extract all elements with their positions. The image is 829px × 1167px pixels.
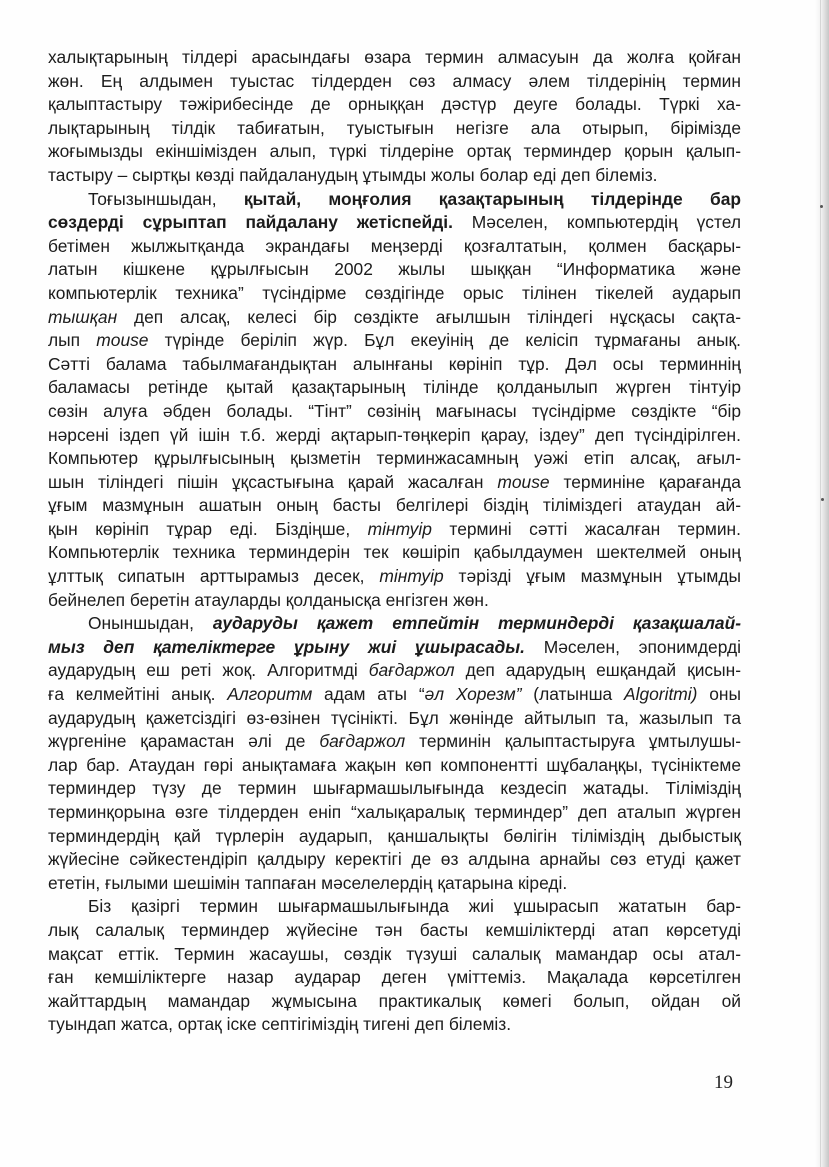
- text-run: Тоғызыншыдан,: [88, 188, 244, 209]
- italic-text: тышқан: [48, 306, 118, 327]
- text-line: жоғымызды екіншімізден алып, түркі тілдеріне ортақ терминдер қорын қалып-: [48, 141, 741, 162]
- text-line: [48, 306, 741, 330]
- text-line: [48, 683, 741, 707]
- page-edge-shadow: [815, 0, 829, 1167]
- text-run: ұлттық сипатын арттырамыз десек,: [48, 566, 380, 587]
- scan-speck: [821, 498, 824, 501]
- text-run: түрінде беріліп жүр. Бұл екеуінің де келісіп тұрмағаны анық.: [148, 330, 741, 351]
- text-line: ұғым мазмұнын ашатын оның басты белгілері біздің тіліміздегі атаудан ай-: [48, 495, 741, 516]
- text-line: Біз қазіргі термин шығармашылығында жиі ұшырасып жататын бар-: [88, 896, 741, 917]
- text-line: лық салалық терминдер жүйесіне тән басты кемшіліктерді атап көрсетуді: [48, 919, 741, 940]
- text-run: деп адарудың ешқандай қисын-: [454, 660, 741, 681]
- text-line: тастыру – сыртқы көзді пайдаланудың ұтымды жолы болар еді деп білеміз.: [48, 164, 658, 185]
- text-run: Оныншыдан,: [88, 613, 213, 634]
- italic-text: Algoritmi): [624, 684, 698, 705]
- text-run: жүргеніне қарамастан әлі де: [48, 731, 320, 752]
- text-run: (латынша: [521, 684, 624, 705]
- text-line: қалыптастыру тәжірибесінде де орныққан дәстүр деуге болады. Түркі ха-: [48, 94, 741, 115]
- bold-text: сөздерді сұрыптап пайдалану жетіспейді.: [48, 212, 453, 233]
- text-line: мақсат еттік. Термин жасаушы, сөздік түзуші салалық мамандар осы атал-: [48, 943, 741, 964]
- italic-text: тінтуір: [379, 566, 444, 587]
- text-line: Компьютерлік техника терминдерін тек көшіріп қабылдаумен шектелмей оның: [48, 542, 741, 563]
- text-run: Мәселен, эпонимдерді: [525, 636, 741, 657]
- bold-italic-text: аударуды қажет етпейтін терминдерді қазақшалай-: [212, 613, 741, 634]
- italic-text: бағдаржол: [319, 731, 406, 752]
- text-line: [48, 188, 741, 212]
- text-run: аударудың еш реті жоқ. Алгоритмді: [48, 660, 369, 681]
- text-line: сөзін алуға әбден болады. “Тінт” сөзінің мағынасы түсіндірме сөздікте “бір: [48, 400, 741, 421]
- text-line: ететін, ғылыми шешімін таппаған мәселелердің қатарына кіреді.: [48, 872, 568, 893]
- text-run: терминіне қарағанда: [549, 471, 741, 492]
- text-run: термині сәтті жасалған термин.: [431, 518, 741, 539]
- text-run: шын тіліндегі пішін ұқсастығына қарай жасалған: [48, 471, 498, 492]
- text-line: терминқорына өзге тілдерден еніп “халықаралық терминдер” деп аталып жүрген: [48, 802, 741, 822]
- text-line: жөн. Ең алдымен туыстас тілдерден сөз алмасу әлем тілдерінің термин: [48, 70, 741, 91]
- text-line: ған кемшіліктерге назар аударар деген үміттеміз. Мақалада көрсетілген: [48, 967, 741, 988]
- text-line: Компьютер құрылғысының қызметін терминжасамның уәжі етіп алсақ, ағыл-: [48, 448, 741, 469]
- text-line: [48, 659, 741, 683]
- text-line: жайттардың мамандар жұмысына практикалық көмегі болып, ойдан ой: [48, 990, 741, 1011]
- text-line: [48, 612, 741, 636]
- text-line: бетімен жылжытқанда экрандағы меңзерді қозғалтатын, қолмен басқары-: [48, 235, 741, 256]
- text-line: бейнелеп беретін атауларды қолданысқа енгізген жөн.: [48, 589, 489, 610]
- text-line: жүйесіне сәйкестендіріп қалдыру керектігі де өз алдына арнайы сөз етуді қажет: [48, 849, 741, 870]
- text-line: [48, 518, 741, 542]
- text-run: деп алсақ, келесі бір сөздікте ағылшын тіліндегі нұсқасы сақта-: [117, 306, 741, 327]
- text-line: [48, 329, 741, 353]
- text-line: [48, 565, 741, 589]
- text-line: халықтарының тілдері арасындағы өзара термин алмасуын да жолға қойған: [48, 47, 741, 67]
- italic-text: Алгоритм: [227, 684, 313, 705]
- text-run: ға келмейтіні анық.: [48, 684, 228, 705]
- text-run: оны: [697, 684, 741, 705]
- bold-italic-text: мыз деп қателіктерге ұрыну жиі ұшырасады.: [48, 636, 525, 657]
- text-run: Мәселен, компьютердің үстел: [452, 212, 742, 233]
- text-line: лар бар. Атаудан гөрі анықтамаға жақын көп компонентті шұбалаңқы, түсініктеме: [48, 754, 741, 775]
- text-run: адам аты “: [312, 684, 425, 705]
- text-line: баламасы ретінде қытай қазақтарының тілінде қолданылып жүрген тінтуір: [48, 377, 741, 398]
- text-line: Сәтті балама табылмағандықтан алынғаны көрініп тұр. Дәл осы терминнің: [48, 353, 741, 374]
- paragraph-3: [48, 612, 741, 895]
- page-number: 19: [714, 1072, 733, 1093]
- text-line: терминдер түзу де термин шығармашылығында кездесіп жатады. Тіліміздің: [48, 778, 741, 799]
- text-line: туындап жатса, ортақ іске септігіміздің тигені деп білеміз.: [48, 1014, 512, 1035]
- italic-text: mouse: [497, 471, 550, 492]
- paragraph-4: [48, 895, 741, 1037]
- italic-text: әл Хорезм”: [424, 684, 522, 705]
- text-line: латын кішкене құрылғысын 2002 жылы шыққан “Информатика және: [48, 259, 741, 280]
- bold-text: қытай, моңғолия қазақтарының тілдерінде бар: [243, 188, 741, 209]
- text-run: лып: [48, 330, 97, 351]
- text-line: [48, 211, 741, 235]
- scan-speck: [820, 205, 823, 208]
- text-run: қын көрініп тұрар еді. Біздіңше,: [48, 518, 368, 539]
- text-line: [48, 730, 741, 754]
- text-line: терминдердің қай түрлерін аударып, қаншалықты бөлігін тіліміздің дыбыстық: [48, 825, 741, 846]
- paragraph-1: [48, 46, 741, 188]
- text-line: [48, 636, 741, 660]
- text-line: нәрсені іздеп үй ішін т.б. жерді ақтарып-төңкеріп қарау, іздеу” деп түсіндірілген.: [48, 424, 741, 445]
- text-run: тәрізді ұғым мазмұнын ұтымды: [443, 566, 742, 587]
- text-line: аударудың қажетсіздігі өз-өзінен түсінікті. Бұл жөнінде айтылып та, жазылып та: [48, 707, 741, 728]
- text-line: лықтарының тілдік табиғатын, туыстығын негізге ала отырып, бірімізде: [48, 117, 741, 138]
- text-line: [48, 471, 741, 495]
- paragraph-2: [48, 188, 741, 613]
- italic-text: тінтуір: [367, 518, 432, 539]
- italic-text: бағдаржол: [368, 660, 455, 681]
- text-line: компьютерлік техника” түсіндірме сөздігінде орыс тілінен тікелей аударып: [48, 282, 741, 303]
- body-text: [48, 46, 741, 1037]
- italic-text: mouse: [96, 330, 149, 351]
- text-run: терминін қалыптастыруға ұмтылушы-: [405, 731, 741, 752]
